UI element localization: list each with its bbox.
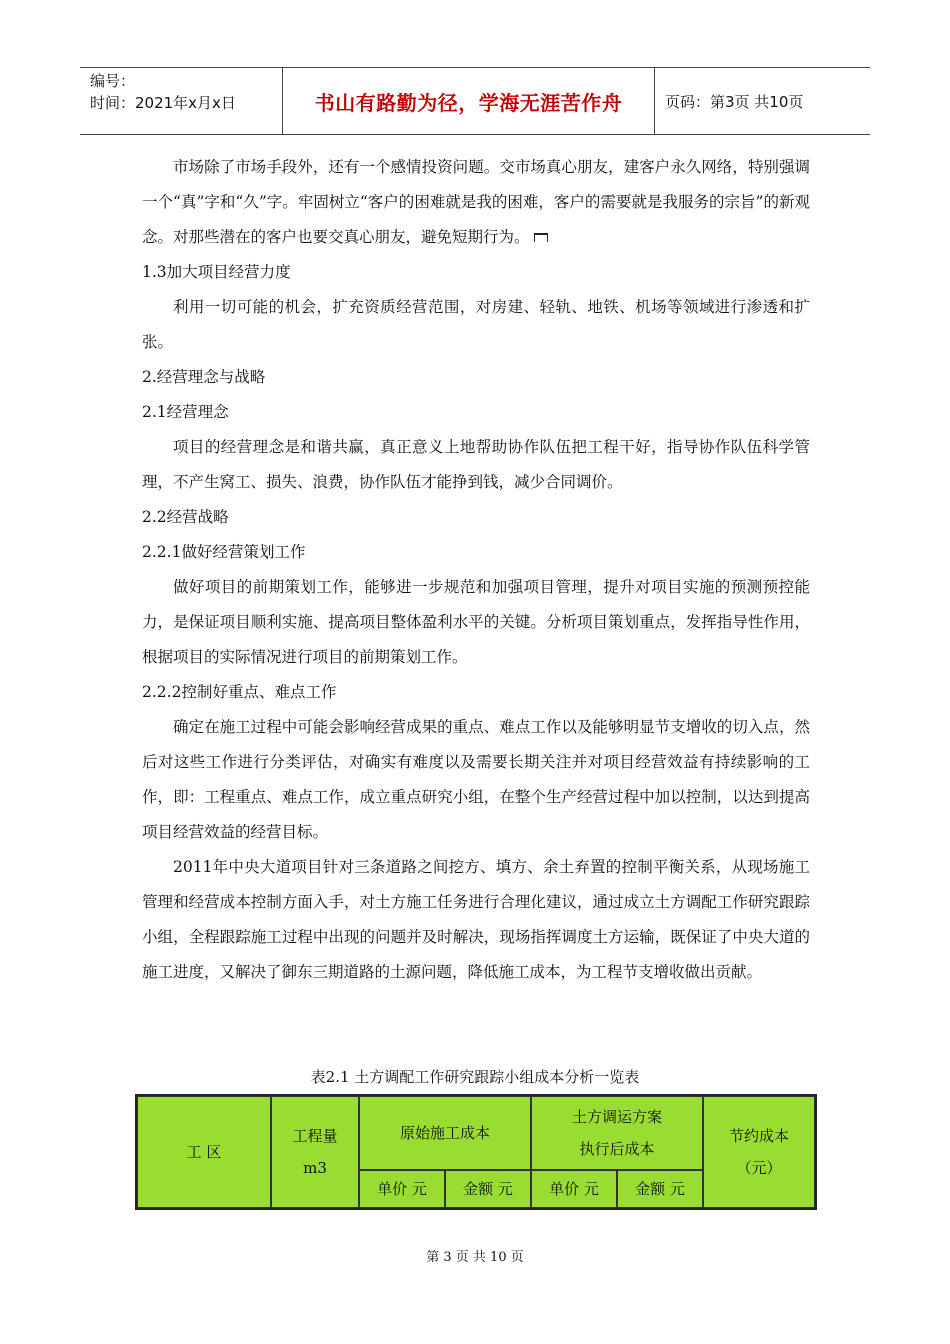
- heading-2-1: 2.1经营理念: [142, 403, 229, 421]
- paragraph-key-points: 确定在施工过程中可能会影响经营成果的重点、难点工作以及能够明显节支增收的切入点，然后对这些工作进行分类评估，对确实有难度以及需要长期关注并对项目经营效益有持续影响的工作，即：工程重点、难点工作，成立重点研究小组，在整个生产经营过程中加以控制，以达到提高项目经营效益的经营目标。: [142, 718, 810, 841]
- subheader-plan-unit-price: 单价 元: [531, 1170, 617, 1208]
- page-header: [80, 67, 870, 135]
- heading-2: 2.经营理念与战略: [142, 368, 266, 386]
- header-original-cost: 原始施工成本: [359, 1096, 531, 1170]
- paragraph-planning: 做好项目的前期策划工作，能够进一步规范和加强项目管理，提升对项目实施的预测预控能力，是保证项目顺利实施、提高项目整体盈利水平的关键。分析项目策划重点，发挥指导性作用，根据项目的实际情况进行项目的前期策划工作。: [142, 578, 810, 666]
- header-savings-unit: （元）: [736, 1159, 782, 1177]
- paragraph-expand-scope: 利用一切可能的机会，扩充资质经营范围，对房建、轻轨、地铁、机场等领域进行渗透和扩张。: [142, 298, 810, 351]
- cost-analysis-table: [135, 1094, 817, 1210]
- header-savings-label: 节约成本: [729, 1127, 790, 1145]
- header-motto: 书山有路勤为径，学海无涯苦作舟: [314, 90, 623, 115]
- header-plan-cost-line2: 执行后成本: [579, 1140, 655, 1158]
- subheader-orig-unit-price: 单价 元: [359, 1170, 445, 1208]
- heading-2-2: 2.2经营战略: [142, 508, 229, 526]
- header-quantity-unit: m3: [303, 1159, 327, 1177]
- header-savings: [703, 1096, 815, 1208]
- paragraph-market-investment: 市场除了市场手段外，还有一个感情投资问题。交市场真心朋友，建客户永久网络，特别强调一个“真”字和“久”字。牢固树立“客户的困难就是我的困难，客户的需要就是我服务的宗旨”的新观念。对那些潜在的客户也要交真心朋友，避免短期行为。: [142, 158, 810, 246]
- document-date-label: 时间：2021年x月x日: [90, 94, 236, 112]
- heading-2-2-2: 2.2.2控制好重点、难点工作: [142, 683, 337, 701]
- paragraph-central-avenue: 2011年中央大道项目针对三条道路之间挖方、填方、余土弃置的控制平衡关系，从现场施工管理和经营成本控制方面入手，对土方施工任务进行合理化建议，通过成立土方调配工作研究跟踪小组，全程跟踪施工过程中出现的问题并及时解决，现场指挥调度土方运输，既保证了中央大道的施工进度，又解决了御东三期道路的土源问题，降低施工成本，为工程节支增收做出贡献。: [142, 858, 810, 981]
- header-plan-cost-line1: 土方调运方案: [572, 1108, 663, 1126]
- document-number-label: 编号：: [90, 72, 136, 90]
- header-quantity: [271, 1096, 359, 1208]
- heading-1-3: 1.3加大项目经营力度: [142, 263, 291, 281]
- page-footer: 第 3 页 共 10 页: [426, 1250, 524, 1265]
- header-plan-cost: [531, 1096, 703, 1170]
- header-area: 工 区: [137, 1096, 271, 1208]
- header-motto-cell: [283, 68, 655, 134]
- paragraph-philosophy: 项目的经营理念是和谐共赢，真正意义上地帮助协作队伍把工程干好，指导协作队伍科学管理，不产生窝工、损失、浪费，协作队伍才能挣到钱，减少合同调价。: [142, 438, 810, 491]
- document-body: [142, 150, 810, 990]
- subheader-plan-amount: 金额 元: [617, 1170, 703, 1208]
- subheader-orig-amount: 金额 元: [445, 1170, 531, 1208]
- header-left-cell: [80, 68, 283, 134]
- heading-2-2-1: 2.2.1做好经营策划工作: [142, 543, 306, 561]
- header-quantity-label: 工程量: [292, 1127, 338, 1145]
- cost-analysis-table-wrapper: [135, 1094, 815, 1210]
- header-page-info: 页码：第3页 共10页: [665, 92, 804, 111]
- table-caption: 表2.1 土方调配工作研究跟踪小组成本分析一览表: [310, 1068, 640, 1086]
- edit-mark-icon: [534, 233, 548, 242]
